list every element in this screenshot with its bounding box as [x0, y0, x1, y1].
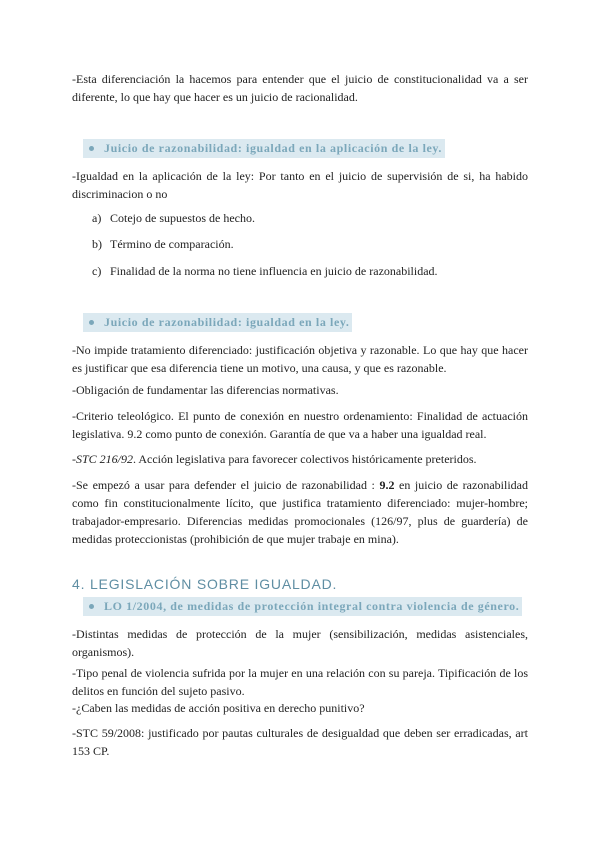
list-text: Cotejo de supuestos de hecho. [110, 211, 255, 225]
paragraph-juicio-razonabilidad [72, 476, 528, 548]
paragraph-obligacion: -Obligación de fundamentar las diferencias normativas. [72, 383, 339, 397]
paragraph-accion-positiva: -¿Caben las medidas de acción positiva en derecho punitivo? [72, 701, 365, 715]
list-item [92, 262, 532, 280]
list-marker: c) [92, 264, 102, 278]
heading-igualdad-aplicacion [83, 139, 445, 158]
paragraph-text: en juicio de razonabilidad como fin constitucionalmente lícito, que justifica tratamiento diferenciado: mujer-hombre; trabajador-empresario. Diferencias medidas promocionales (126/97, plus de guardería) de medidas proteccionistas (prohibición de que mujer trabaje en mina). [72, 478, 528, 546]
paragraph-racionalidad: -Esta diferenciación la hacemos para entender que el juicio de constitucionalidad va a ser diferente, lo que hay que hacer es un juicio de racionalidad. [72, 72, 528, 104]
heading-lo-2004 [83, 597, 522, 616]
paragraph-tipo-penal: -Tipo penal de violencia sufrida por la mujer en una relación con su pareja. Tipificación de los delitos en función del sujeto pasivo. [72, 666, 528, 698]
list-text: Finalidad de la norma no tiene influencia en juicio de razonabilidad. [110, 264, 438, 278]
article-reference: 9.2 [379, 478, 395, 492]
bullet-icon [89, 604, 94, 609]
list-item [92, 235, 532, 253]
bullet-icon [89, 320, 94, 325]
section-title: 4. LEGISLACIÓN SOBRE IGUALDAD. [72, 576, 338, 592]
paragraph-criterio-teleologico: -Criterio teleológico. El punto de conexión en nuestro ordenamiento: Finalidad de actuación legislativa. 9.2 como punto de conexión. Garantía de que va a haber una igualdad real. [72, 409, 528, 441]
paragraph-text: -Se empezó a usar para defender el juicio de razonabilidad : [72, 478, 380, 492]
paragraph-tratamiento-diferenciado: -No impide tratamiento diferenciado: justificación objetiva y razonable. Lo que hay que hacer es justificar que esa diferencia tiene un motivo, una causa, y que es razonable. [72, 343, 528, 375]
paragraph-stc-216 [72, 450, 528, 468]
paragraph-text: . Acción legislativa para favorecer colectivos históricamente preteridos. [133, 452, 477, 466]
paragraph-igualdad-aplicacion: -Igualdad en la aplicación de la ley: Por tanto en el juicio de supervisión de si, ha habido discriminacion o no [72, 169, 528, 201]
list-marker: a) [92, 211, 102, 225]
heading-text: Juicio de razonabilidad: igualdad en la ley. [104, 315, 350, 329]
heading-text: Juicio de razonabilidad: igualdad en la aplicación de la ley. [104, 141, 442, 155]
list-marker: b) [92, 237, 102, 251]
bullet-icon [89, 146, 94, 151]
list-item [92, 209, 532, 227]
heading-igualdad-ley [83, 313, 352, 332]
list-text: Término de comparación. [110, 237, 234, 251]
case-reference: -STC 216/92 [72, 452, 134, 466]
heading-text: LO 1/2004, de medidas de protección integral contra violencia de género. [104, 599, 520, 613]
paragraph-stc-59: -STC 59/2008: justificado por pautas culturales de desigualdad que deben ser erradicadas, art 153 CP. [72, 726, 528, 758]
paragraph-medidas-proteccion: -Distintas medidas de protección de la mujer (sensibilización, medidas asistenciales, organismos). [72, 627, 528, 659]
